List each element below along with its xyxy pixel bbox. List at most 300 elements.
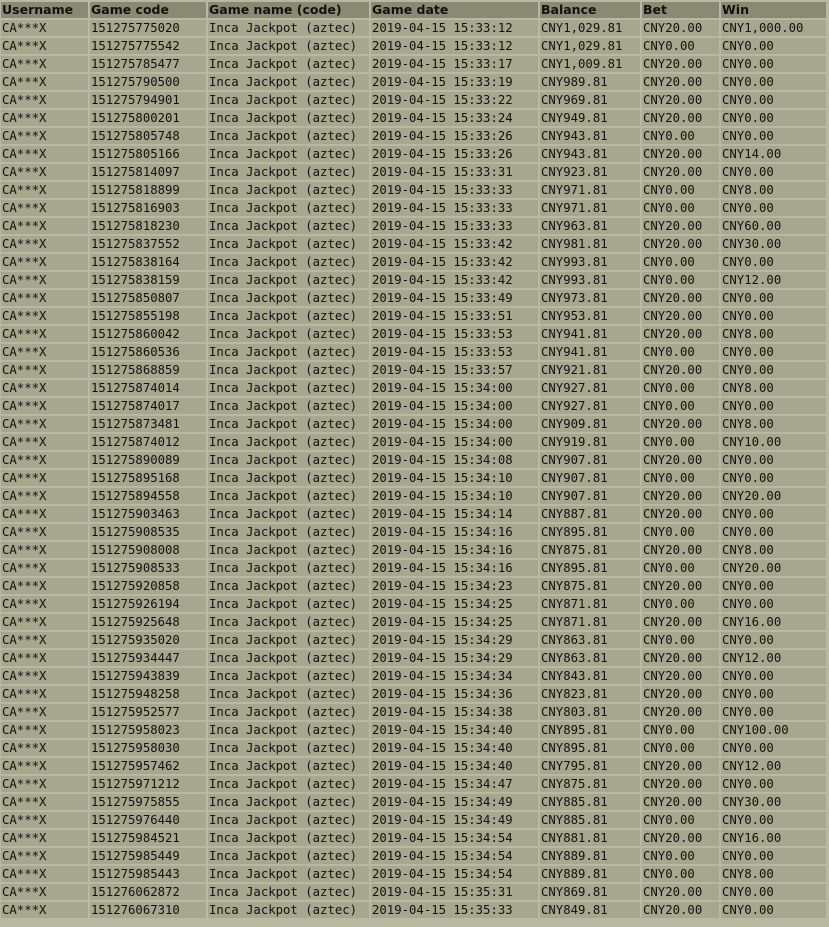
cell-username: CA***X bbox=[1, 722, 88, 738]
cell-username: CA***X bbox=[1, 884, 88, 900]
cell-balance: CNY981.81 bbox=[540, 236, 640, 252]
cell-game-code: 151275958030 bbox=[90, 740, 206, 756]
cell-game-date: 2019-04-15 15:33:19 bbox=[371, 74, 538, 90]
cell-game-code: 151275838164 bbox=[90, 254, 206, 270]
table-row bbox=[1, 128, 826, 144]
table-row bbox=[1, 38, 826, 54]
cell-balance: CNY869.81 bbox=[540, 884, 640, 900]
cell-game-date: 2019-04-15 15:34:54 bbox=[371, 848, 538, 864]
header-row bbox=[1, 2, 826, 18]
table-row bbox=[1, 470, 826, 486]
cell-game-name: Inca Jackpot (aztec) bbox=[208, 686, 369, 702]
table-row bbox=[1, 902, 826, 918]
cell-game-name: Inca Jackpot (aztec) bbox=[208, 254, 369, 270]
table-row bbox=[1, 866, 826, 882]
cell-username: CA***X bbox=[1, 866, 88, 882]
table-row bbox=[1, 20, 826, 36]
cell-game-date: 2019-04-15 15:34:00 bbox=[371, 434, 538, 450]
cell-username: CA***X bbox=[1, 182, 88, 198]
cell-game-code: 151275952577 bbox=[90, 704, 206, 720]
table-row bbox=[1, 74, 826, 90]
table-row bbox=[1, 884, 826, 900]
cell-balance: CNY943.81 bbox=[540, 128, 640, 144]
cell-game-code: 151275814097 bbox=[90, 164, 206, 180]
table-row bbox=[1, 362, 826, 378]
cell-game-date: 2019-04-15 15:34:36 bbox=[371, 686, 538, 702]
cell-game-name: Inca Jackpot (aztec) bbox=[208, 92, 369, 108]
cell-balance: CNY895.81 bbox=[540, 740, 640, 756]
cell-balance: CNY863.81 bbox=[540, 632, 640, 648]
cell-game-date: 2019-04-15 15:34:49 bbox=[371, 812, 538, 828]
cell-win: CNY8.00 bbox=[721, 542, 826, 558]
cell-game-name: Inca Jackpot (aztec) bbox=[208, 434, 369, 450]
cell-game-date: 2019-04-15 15:34:25 bbox=[371, 614, 538, 630]
cell-game-name: Inca Jackpot (aztec) bbox=[208, 308, 369, 324]
cell-game-code: 151275873481 bbox=[90, 416, 206, 432]
cell-win: CNY20.00 bbox=[721, 560, 826, 576]
cell-balance: CNY907.81 bbox=[540, 470, 640, 486]
cell-game-date: 2019-04-15 15:34:40 bbox=[371, 740, 538, 756]
cell-bet: CNY20.00 bbox=[642, 884, 719, 900]
cell-game-name: Inca Jackpot (aztec) bbox=[208, 128, 369, 144]
cell-balance: CNY875.81 bbox=[540, 578, 640, 594]
cell-balance: CNY803.81 bbox=[540, 704, 640, 720]
cell-balance: CNY843.81 bbox=[540, 668, 640, 684]
cell-balance: CNY971.81 bbox=[540, 182, 640, 198]
cell-win: CNY8.00 bbox=[721, 182, 826, 198]
cell-game-code: 151276062872 bbox=[90, 884, 206, 900]
cell-game-code: 151275860536 bbox=[90, 344, 206, 360]
cell-game-code: 151275895168 bbox=[90, 470, 206, 486]
cell-win: CNY0.00 bbox=[721, 74, 826, 90]
cell-bet: CNY20.00 bbox=[642, 686, 719, 702]
cell-bet: CNY0.00 bbox=[642, 848, 719, 864]
cell-game-code: 151275948258 bbox=[90, 686, 206, 702]
cell-game-date: 2019-04-15 15:34:29 bbox=[371, 650, 538, 666]
cell-game-date: 2019-04-15 15:33:33 bbox=[371, 182, 538, 198]
cell-username: CA***X bbox=[1, 740, 88, 756]
cell-username: CA***X bbox=[1, 146, 88, 162]
cell-game-code: 151275926194 bbox=[90, 596, 206, 612]
cell-game-code: 151275775542 bbox=[90, 38, 206, 54]
cell-balance: CNY895.81 bbox=[540, 722, 640, 738]
cell-game-code: 151275874012 bbox=[90, 434, 206, 450]
cell-balance: CNY941.81 bbox=[540, 344, 640, 360]
cell-win: CNY30.00 bbox=[721, 794, 826, 810]
cell-win: CNY0.00 bbox=[721, 344, 826, 360]
cell-win: CNY0.00 bbox=[721, 470, 826, 486]
cell-game-name: Inca Jackpot (aztec) bbox=[208, 362, 369, 378]
cell-bet: CNY0.00 bbox=[642, 182, 719, 198]
cell-game-name: Inca Jackpot (aztec) bbox=[208, 614, 369, 630]
cell-bet: CNY20.00 bbox=[642, 236, 719, 252]
cell-win: CNY20.00 bbox=[721, 488, 826, 504]
table-row bbox=[1, 506, 826, 522]
cell-game-name: Inca Jackpot (aztec) bbox=[208, 416, 369, 432]
cell-win: CNY16.00 bbox=[721, 614, 826, 630]
column-header-game-date: Game date bbox=[371, 2, 538, 18]
cell-balance: CNY973.81 bbox=[540, 290, 640, 306]
cell-win: CNY0.00 bbox=[721, 308, 826, 324]
cell-username: CA***X bbox=[1, 704, 88, 720]
cell-game-date: 2019-04-15 15:33:42 bbox=[371, 272, 538, 288]
cell-bet: CNY20.00 bbox=[642, 146, 719, 162]
cell-game-date: 2019-04-15 15:33:53 bbox=[371, 326, 538, 342]
cell-game-date: 2019-04-15 15:35:31 bbox=[371, 884, 538, 900]
cell-game-name: Inca Jackpot (aztec) bbox=[208, 884, 369, 900]
cell-win: CNY0.00 bbox=[721, 92, 826, 108]
cell-username: CA***X bbox=[1, 308, 88, 324]
cell-game-name: Inca Jackpot (aztec) bbox=[208, 776, 369, 792]
table-row bbox=[1, 740, 826, 756]
cell-game-date: 2019-04-15 15:34:23 bbox=[371, 578, 538, 594]
cell-bet: CNY0.00 bbox=[642, 470, 719, 486]
cell-win: CNY16.00 bbox=[721, 830, 826, 846]
cell-bet: CNY0.00 bbox=[642, 812, 719, 828]
cell-balance: CNY963.81 bbox=[540, 218, 640, 234]
cell-game-name: Inca Jackpot (aztec) bbox=[208, 740, 369, 756]
cell-game-code: 151275775020 bbox=[90, 20, 206, 36]
cell-bet: CNY20.00 bbox=[642, 362, 719, 378]
table-row bbox=[1, 200, 826, 216]
cell-bet: CNY20.00 bbox=[642, 776, 719, 792]
cell-win: CNY12.00 bbox=[721, 758, 826, 774]
cell-username: CA***X bbox=[1, 668, 88, 684]
cell-balance: CNY919.81 bbox=[540, 434, 640, 450]
cell-bet: CNY0.00 bbox=[642, 398, 719, 414]
cell-game-date: 2019-04-15 15:34:40 bbox=[371, 722, 538, 738]
cell-balance: CNY907.81 bbox=[540, 488, 640, 504]
table-row bbox=[1, 290, 826, 306]
cell-balance: CNY941.81 bbox=[540, 326, 640, 342]
cell-balance: CNY875.81 bbox=[540, 776, 640, 792]
cell-username: CA***X bbox=[1, 290, 88, 306]
cell-username: CA***X bbox=[1, 506, 88, 522]
cell-balance: CNY881.81 bbox=[540, 830, 640, 846]
cell-username: CA***X bbox=[1, 164, 88, 180]
cell-balance: CNY989.81 bbox=[540, 74, 640, 90]
cell-game-name: Inca Jackpot (aztec) bbox=[208, 326, 369, 342]
cell-win: CNY0.00 bbox=[721, 38, 826, 54]
cell-bet: CNY20.00 bbox=[642, 488, 719, 504]
cell-bet: CNY20.00 bbox=[642, 578, 719, 594]
cell-game-code: 151275903463 bbox=[90, 506, 206, 522]
cell-game-name: Inca Jackpot (aztec) bbox=[208, 110, 369, 126]
cell-game-date: 2019-04-15 15:34:47 bbox=[371, 776, 538, 792]
cell-username: CA***X bbox=[1, 902, 88, 918]
table-row bbox=[1, 344, 826, 360]
table-row bbox=[1, 686, 826, 702]
cell-balance: CNY943.81 bbox=[540, 146, 640, 162]
cell-game-date: 2019-04-15 15:34:14 bbox=[371, 506, 538, 522]
cell-win: CNY0.00 bbox=[721, 506, 826, 522]
cell-game-code: 151275976440 bbox=[90, 812, 206, 828]
cell-balance: CNY889.81 bbox=[540, 866, 640, 882]
table-row bbox=[1, 632, 826, 648]
cell-game-name: Inca Jackpot (aztec) bbox=[208, 632, 369, 648]
cell-game-name: Inca Jackpot (aztec) bbox=[208, 794, 369, 810]
cell-game-name: Inca Jackpot (aztec) bbox=[208, 398, 369, 414]
cell-balance: CNY949.81 bbox=[540, 110, 640, 126]
cell-username: CA***X bbox=[1, 398, 88, 414]
table-row bbox=[1, 434, 826, 450]
table-row bbox=[1, 830, 826, 846]
cell-username: CA***X bbox=[1, 470, 88, 486]
table-row bbox=[1, 794, 826, 810]
cell-game-code: 151275985443 bbox=[90, 866, 206, 882]
cell-game-name: Inca Jackpot (aztec) bbox=[208, 722, 369, 738]
cell-username: CA***X bbox=[1, 560, 88, 576]
cell-username: CA***X bbox=[1, 848, 88, 864]
cell-game-name: Inca Jackpot (aztec) bbox=[208, 542, 369, 558]
cell-username: CA***X bbox=[1, 632, 88, 648]
cell-balance: CNY1,009.81 bbox=[540, 56, 640, 72]
table-row bbox=[1, 110, 826, 126]
cell-username: CA***X bbox=[1, 272, 88, 288]
cell-username: CA***X bbox=[1, 74, 88, 90]
cell-balance: CNY1,029.81 bbox=[540, 20, 640, 36]
cell-username: CA***X bbox=[1, 650, 88, 666]
cell-game-code: 151275874014 bbox=[90, 380, 206, 396]
table-row bbox=[1, 488, 826, 504]
cell-username: CA***X bbox=[1, 254, 88, 270]
table-row bbox=[1, 704, 826, 720]
cell-game-date: 2019-04-15 15:33:22 bbox=[371, 92, 538, 108]
table-row bbox=[1, 398, 826, 414]
cell-game-name: Inca Jackpot (aztec) bbox=[208, 452, 369, 468]
table-row bbox=[1, 452, 826, 468]
cell-win: CNY0.00 bbox=[721, 398, 826, 414]
cell-username: CA***X bbox=[1, 614, 88, 630]
cell-username: CA***X bbox=[1, 812, 88, 828]
cell-game-code: 151275805166 bbox=[90, 146, 206, 162]
cell-game-name: Inca Jackpot (aztec) bbox=[208, 200, 369, 216]
cell-username: CA***X bbox=[1, 524, 88, 540]
cell-game-name: Inca Jackpot (aztec) bbox=[208, 344, 369, 360]
cell-win: CNY0.00 bbox=[721, 524, 826, 540]
cell-game-date: 2019-04-15 15:34:08 bbox=[371, 452, 538, 468]
cell-bet: CNY20.00 bbox=[642, 74, 719, 90]
table-row bbox=[1, 758, 826, 774]
cell-balance: CNY863.81 bbox=[540, 650, 640, 666]
cell-balance: CNY971.81 bbox=[540, 200, 640, 216]
cell-username: CA***X bbox=[1, 794, 88, 810]
cell-username: CA***X bbox=[1, 380, 88, 396]
table-row bbox=[1, 218, 826, 234]
column-header-game-name: Game name (code) bbox=[208, 2, 369, 18]
cell-game-date: 2019-04-15 15:33:26 bbox=[371, 128, 538, 144]
cell-balance: CNY927.81 bbox=[540, 398, 640, 414]
cell-game-code: 151275837552 bbox=[90, 236, 206, 252]
cell-username: CA***X bbox=[1, 452, 88, 468]
table-row bbox=[1, 308, 826, 324]
cell-game-date: 2019-04-15 15:34:16 bbox=[371, 524, 538, 540]
table-row bbox=[1, 326, 826, 342]
cell-game-date: 2019-04-15 15:34:16 bbox=[371, 542, 538, 558]
column-header-win: Win bbox=[721, 2, 826, 18]
cell-username: CA***X bbox=[1, 686, 88, 702]
cell-game-date: 2019-04-15 15:34:00 bbox=[371, 398, 538, 414]
cell-username: CA***X bbox=[1, 38, 88, 54]
cell-game-name: Inca Jackpot (aztec) bbox=[208, 830, 369, 846]
cell-game-code: 151275868859 bbox=[90, 362, 206, 378]
cell-game-name: Inca Jackpot (aztec) bbox=[208, 38, 369, 54]
cell-balance: CNY823.81 bbox=[540, 686, 640, 702]
cell-game-name: Inca Jackpot (aztec) bbox=[208, 506, 369, 522]
cell-balance: CNY969.81 bbox=[540, 92, 640, 108]
cell-game-code: 151275818230 bbox=[90, 218, 206, 234]
table-header bbox=[1, 2, 826, 18]
cell-bet: CNY20.00 bbox=[642, 758, 719, 774]
cell-game-date: 2019-04-15 15:34:34 bbox=[371, 668, 538, 684]
cell-game-date: 2019-04-15 15:33:42 bbox=[371, 254, 538, 270]
cell-bet: CNY0.00 bbox=[642, 344, 719, 360]
cell-username: CA***X bbox=[1, 218, 88, 234]
cell-game-code: 151275790500 bbox=[90, 74, 206, 90]
cell-game-date: 2019-04-15 15:33:33 bbox=[371, 200, 538, 216]
cell-balance: CNY849.81 bbox=[540, 902, 640, 918]
cell-win: CNY0.00 bbox=[721, 704, 826, 720]
cell-username: CA***X bbox=[1, 236, 88, 252]
table-row bbox=[1, 524, 826, 540]
cell-win: CNY0.00 bbox=[721, 110, 826, 126]
cell-game-name: Inca Jackpot (aztec) bbox=[208, 470, 369, 486]
table-row bbox=[1, 542, 826, 558]
cell-win: CNY12.00 bbox=[721, 272, 826, 288]
table-row bbox=[1, 722, 826, 738]
cell-win: CNY0.00 bbox=[721, 902, 826, 918]
cell-bet: CNY20.00 bbox=[642, 794, 719, 810]
cell-win: CNY10.00 bbox=[721, 434, 826, 450]
cell-game-code: 151275874017 bbox=[90, 398, 206, 414]
cell-win: CNY0.00 bbox=[721, 668, 826, 684]
table-row bbox=[1, 146, 826, 162]
cell-username: CA***X bbox=[1, 110, 88, 126]
column-header-balance: Balance bbox=[540, 2, 640, 18]
cell-win: CNY0.00 bbox=[721, 200, 826, 216]
cell-bet: CNY20.00 bbox=[642, 902, 719, 918]
cell-win: CNY0.00 bbox=[721, 128, 826, 144]
cell-bet: CNY20.00 bbox=[642, 326, 719, 342]
cell-game-name: Inca Jackpot (aztec) bbox=[208, 902, 369, 918]
cell-bet: CNY0.00 bbox=[642, 632, 719, 648]
cell-game-code: 151275943839 bbox=[90, 668, 206, 684]
cell-game-code: 151275816903 bbox=[90, 200, 206, 216]
cell-bet: CNY20.00 bbox=[642, 20, 719, 36]
cell-win: CNY0.00 bbox=[721, 452, 826, 468]
cell-game-code: 151275935020 bbox=[90, 632, 206, 648]
cell-game-date: 2019-04-15 15:34:16 bbox=[371, 560, 538, 576]
cell-game-name: Inca Jackpot (aztec) bbox=[208, 218, 369, 234]
cell-bet: CNY0.00 bbox=[642, 272, 719, 288]
cell-game-date: 2019-04-15 15:34:40 bbox=[371, 758, 538, 774]
table-row bbox=[1, 56, 826, 72]
column-header-username: Username bbox=[1, 2, 88, 18]
cell-game-date: 2019-04-15 15:34:00 bbox=[371, 416, 538, 432]
cell-win: CNY0.00 bbox=[721, 596, 826, 612]
cell-win: CNY30.00 bbox=[721, 236, 826, 252]
cell-game-code: 151275860042 bbox=[90, 326, 206, 342]
cell-game-date: 2019-04-15 15:33:49 bbox=[371, 290, 538, 306]
cell-win: CNY14.00 bbox=[721, 146, 826, 162]
cell-game-code: 151275984521 bbox=[90, 830, 206, 846]
cell-bet: CNY0.00 bbox=[642, 596, 719, 612]
cell-game-date: 2019-04-15 15:33:26 bbox=[371, 146, 538, 162]
table-row bbox=[1, 650, 826, 666]
cell-game-date: 2019-04-15 15:33:31 bbox=[371, 164, 538, 180]
cell-balance: CNY909.81 bbox=[540, 416, 640, 432]
cell-win: CNY1,000.00 bbox=[721, 20, 826, 36]
cell-game-code: 151275890089 bbox=[90, 452, 206, 468]
cell-bet: CNY20.00 bbox=[642, 308, 719, 324]
cell-bet: CNY20.00 bbox=[642, 830, 719, 846]
cell-bet: CNY0.00 bbox=[642, 200, 719, 216]
cell-game-name: Inca Jackpot (aztec) bbox=[208, 182, 369, 198]
cell-win: CNY60.00 bbox=[721, 218, 826, 234]
cell-username: CA***X bbox=[1, 200, 88, 216]
cell-game-code: 151275794901 bbox=[90, 92, 206, 108]
cell-balance: CNY871.81 bbox=[540, 614, 640, 630]
cell-game-date: 2019-04-15 15:34:29 bbox=[371, 632, 538, 648]
table-row bbox=[1, 236, 826, 252]
table-row bbox=[1, 92, 826, 108]
cell-win: CNY12.00 bbox=[721, 650, 826, 666]
column-header-game-code: Game code bbox=[90, 2, 206, 18]
cell-win: CNY0.00 bbox=[721, 686, 826, 702]
cell-win: CNY0.00 bbox=[721, 254, 826, 270]
cell-balance: CNY907.81 bbox=[540, 452, 640, 468]
cell-game-name: Inca Jackpot (aztec) bbox=[208, 704, 369, 720]
cell-game-date: 2019-04-15 15:34:54 bbox=[371, 830, 538, 846]
cell-win: CNY8.00 bbox=[721, 380, 826, 396]
cell-bet: CNY0.00 bbox=[642, 560, 719, 576]
cell-game-name: Inca Jackpot (aztec) bbox=[208, 290, 369, 306]
cell-game-code: 151275800201 bbox=[90, 110, 206, 126]
table-row bbox=[1, 596, 826, 612]
cell-bet: CNY20.00 bbox=[642, 542, 719, 558]
cell-bet: CNY20.00 bbox=[642, 218, 719, 234]
table-row bbox=[1, 848, 826, 864]
cell-bet: CNY20.00 bbox=[642, 452, 719, 468]
cell-win: CNY0.00 bbox=[721, 164, 826, 180]
cell-balance: CNY927.81 bbox=[540, 380, 640, 396]
cell-balance: CNY875.81 bbox=[540, 542, 640, 558]
cell-bet: CNY20.00 bbox=[642, 56, 719, 72]
cell-game-name: Inca Jackpot (aztec) bbox=[208, 650, 369, 666]
cell-win: CNY0.00 bbox=[721, 848, 826, 864]
table-body bbox=[1, 20, 826, 918]
cell-game-date: 2019-04-15 15:34:54 bbox=[371, 866, 538, 882]
cell-bet: CNY20.00 bbox=[642, 704, 719, 720]
cell-game-code: 151275818899 bbox=[90, 182, 206, 198]
cell-game-date: 2019-04-15 15:34:10 bbox=[371, 470, 538, 486]
table-row bbox=[1, 380, 826, 396]
cell-game-name: Inca Jackpot (aztec) bbox=[208, 524, 369, 540]
cell-bet: CNY0.00 bbox=[642, 866, 719, 882]
table-row bbox=[1, 578, 826, 594]
cell-game-date: 2019-04-15 15:34:49 bbox=[371, 794, 538, 810]
cell-bet: CNY0.00 bbox=[642, 524, 719, 540]
cell-balance: CNY795.81 bbox=[540, 758, 640, 774]
cell-game-date: 2019-04-15 15:33:51 bbox=[371, 308, 538, 324]
cell-username: CA***X bbox=[1, 326, 88, 342]
cell-game-name: Inca Jackpot (aztec) bbox=[208, 56, 369, 72]
cell-game-date: 2019-04-15 15:33:24 bbox=[371, 110, 538, 126]
cell-win: CNY0.00 bbox=[721, 362, 826, 378]
cell-bet: CNY20.00 bbox=[642, 650, 719, 666]
cell-win: CNY0.00 bbox=[721, 884, 826, 900]
cell-game-name: Inca Jackpot (aztec) bbox=[208, 578, 369, 594]
